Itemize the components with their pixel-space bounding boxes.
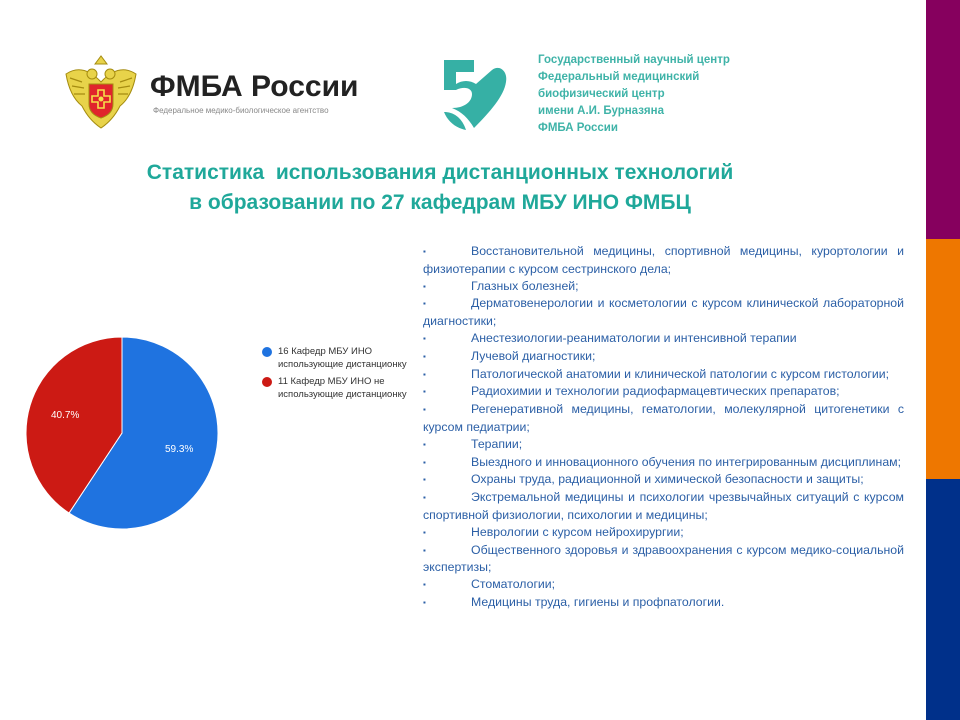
pie-chart-svg [24, 335, 224, 535]
org-subtitle: Федеральное медико-биологическое агентство [153, 106, 329, 115]
pie-chart [24, 335, 224, 535]
list-item: ▪ Общественного здоровья и здравоохранения с курсом медико-социальной экспертизы; [423, 542, 904, 575]
list-item: ▪ Медицины труда, гигиены и профпатологии. [423, 594, 904, 612]
title-line-2: в образовании по 27 кафедрам МБУ ИНО ФМБЦ [189, 191, 691, 214]
center-line: имени А.И. Бурназяна [538, 105, 664, 117]
stripe-orange [926, 239, 960, 479]
list-item: ▪ Выездного и инновационного обучения по интегрированным дисциплинам; [423, 454, 904, 472]
bullet-icon: ▪ [423, 281, 426, 291]
chart-legend [262, 345, 412, 405]
bullet-icon: ▪ [423, 475, 426, 485]
bullet-icon: ▪ [423, 405, 426, 415]
list-item: ▪ Радиохимии и технологии радиофармацевтических препаратов; [423, 383, 904, 401]
bullet-icon: ▪ [423, 597, 426, 607]
legend-item-using [262, 345, 412, 371]
stripe-blue [926, 479, 960, 720]
center-line: Федеральный медицинский [538, 71, 700, 83]
department-list [423, 243, 904, 612]
list-item: ▪ Регенеративной медицины, гематологии, молекулярной цитогенетики с курсом педиатрии; [423, 402, 904, 434]
legend-item-not-using [262, 375, 412, 401]
list-item: ▪ Экстремальной медицины и психологии чрезвычайных ситуаций с курсом спортивной физиологии, психологии и медицины; [423, 490, 904, 522]
legend-label: 16 Кафедр МБУ ИНО использующие дистанционку [278, 346, 407, 370]
bullet-icon: ▪ [423, 493, 426, 503]
bullet-icon: ▪ [423, 351, 426, 361]
org-name: ФМБА России [150, 70, 359, 103]
list-item: ▪ Глазных болезней; [423, 278, 904, 296]
bullet-icon: ▪ [423, 439, 426, 449]
legend-dot-blue-icon [262, 347, 272, 357]
fifty-years-logo-icon [440, 56, 508, 132]
slide-title [80, 158, 800, 218]
bullet-icon: ▪ [423, 527, 426, 537]
list-item: ▪ Неврологии с курсом нейрохирургии; [423, 524, 904, 542]
list-item: ▪ Охраны труда, радиационной и химической безопасности и защиты; [423, 471, 904, 489]
center-line: биофизический центр [538, 88, 665, 100]
burnasyan-center-logo [440, 52, 740, 136]
list-item: ▪ Восстановительной медицины, спортивной медицины, курортологии и физиотерапии с курсом сестринского дела; [423, 244, 904, 276]
fmba-logo [60, 52, 380, 134]
list-item: ▪ Патологической анатомии и клинической патологии с курсом гистологии; [423, 366, 904, 384]
list-item: ▪ Стоматологии; [423, 576, 904, 594]
bullet-icon: ▪ [423, 387, 426, 397]
bullet-icon: ▪ [423, 333, 426, 343]
center-line: ФМБА России [538, 122, 618, 134]
pie-label-red: 40.7% [51, 409, 80, 421]
center-line: Государственный научный центр [538, 54, 730, 66]
bullet-icon: ▪ [423, 457, 426, 467]
bullet-icon: ▪ [423, 369, 426, 379]
bullet-icon: ▪ [423, 545, 426, 555]
list-item: ▪ Терапии; [423, 436, 904, 454]
list-item: ▪ Лучевой диагностики; [423, 348, 904, 366]
legend-dot-red-icon [262, 377, 272, 387]
list-item: ▪ Дерматовенерологии и косметологии с курсом клинической лабораторной диагностики; [423, 296, 904, 329]
list-item: ▪ Анестезиологии-реаниматологии и интенсивной терапии [423, 330, 904, 348]
bullet-icon: ▪ [423, 299, 426, 309]
legend-label: 11 Кафедр МБУ ИНО не использующие дистанционку [278, 376, 407, 400]
stripe-purple [926, 0, 960, 239]
bullet-icon: ▪ [423, 247, 426, 256]
bullet-icon: ▪ [423, 580, 426, 590]
center-name-text [538, 52, 730, 137]
double-eagle-emblem-icon [60, 52, 142, 134]
pie-label-blue: 59.3% [164, 444, 194, 456]
title-line-1: Статистика использования дистанционных технологий [146, 161, 734, 184]
